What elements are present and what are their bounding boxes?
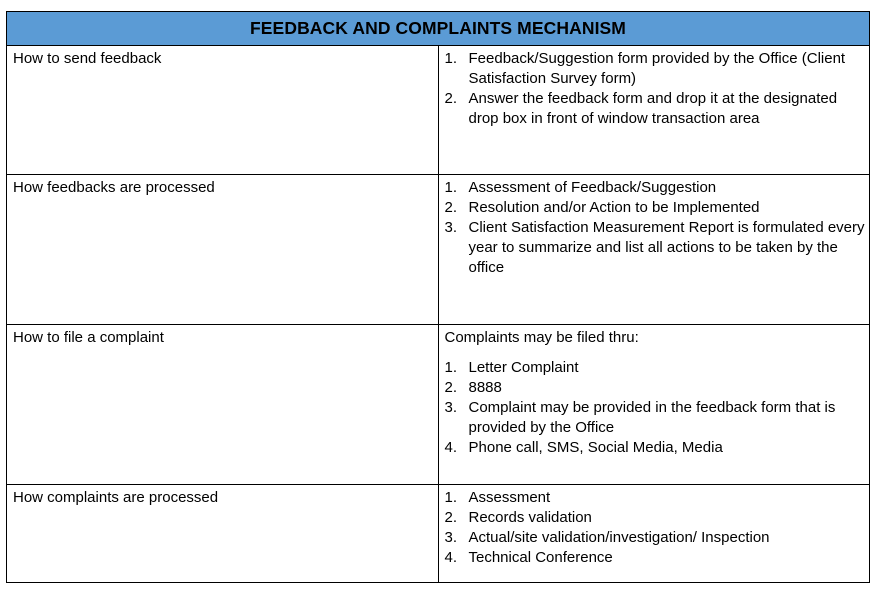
list-item — [445, 358, 866, 378]
list-item — [445, 528, 866, 548]
row-intro-text: Complaints may be filed thru: — [444, 329, 639, 346]
item-number: 1. — [444, 489, 458, 506]
item-number: 3. — [444, 399, 458, 416]
item-text: Resolution and/or Action to be Implemented — [468, 199, 760, 216]
item-text: Assessment — [468, 489, 551, 506]
row-content — [438, 325, 870, 485]
row-label: How to file a complaint — [7, 325, 439, 485]
item-text: Actual/site validation/investigation/ Inspection — [468, 529, 770, 546]
item-text: Letter Complaint — [468, 359, 579, 376]
list-item — [445, 198, 866, 218]
list-item — [445, 178, 866, 198]
row-content — [438, 175, 870, 325]
item-text: 8888 — [468, 379, 502, 396]
item-text: Client Satisfaction Measurement Report is formulated every year to summarize and list all actions to be taken by the office — [468, 219, 865, 276]
numbered-list — [445, 178, 866, 278]
item-text: Complaint may be provided in the feedback form that is provided by the Office — [468, 399, 836, 436]
item-text: Answer the feedback form and drop it at the designated drop box in front of window transaction area — [468, 90, 838, 127]
list-item — [445, 218, 866, 278]
list-item — [445, 89, 866, 129]
list-item — [445, 488, 866, 508]
numbered-list — [445, 49, 866, 129]
item-number: 4. — [444, 439, 458, 456]
feedback-complaints-table — [6, 11, 870, 583]
item-number: 1. — [444, 50, 458, 67]
row-label: How to send feedback — [7, 46, 439, 175]
table-row — [7, 46, 870, 175]
list-item — [445, 378, 866, 398]
item-number: 4. — [444, 549, 458, 566]
item-number: 3. — [444, 219, 458, 236]
list-item — [445, 49, 866, 89]
table-header-row — [7, 12, 870, 46]
item-text: Technical Conference — [468, 549, 613, 566]
numbered-list — [445, 358, 866, 458]
item-text: Records validation — [468, 509, 592, 526]
item-number: 3. — [444, 529, 458, 546]
item-number: 2. — [444, 509, 458, 526]
item-number: 1. — [444, 179, 458, 196]
item-text: Phone call, SMS, Social Media, Media — [468, 439, 723, 456]
item-number: 1. — [444, 359, 458, 376]
table-row — [7, 325, 870, 485]
item-number: 2. — [444, 90, 458, 107]
row-label: How feedbacks are processed — [7, 175, 439, 325]
item-text: Assessment of Feedback/Suggestion — [468, 179, 717, 196]
row-content — [438, 46, 870, 175]
table-row — [7, 175, 870, 325]
row-label: How complaints are processed — [7, 485, 439, 583]
numbered-list — [445, 488, 866, 568]
table-row — [7, 485, 870, 583]
list-item — [445, 548, 866, 568]
item-number: 2. — [444, 379, 458, 396]
list-item — [445, 398, 866, 438]
row-content — [438, 485, 870, 583]
item-text: Feedback/Suggestion form provided by the Office (Client Satisfaction Survey form) — [468, 50, 846, 87]
list-item — [445, 438, 866, 458]
table-title: FEEDBACK AND COMPLAINTS MECHANISM — [7, 12, 870, 46]
item-number: 2. — [444, 199, 458, 216]
list-item — [445, 508, 866, 528]
